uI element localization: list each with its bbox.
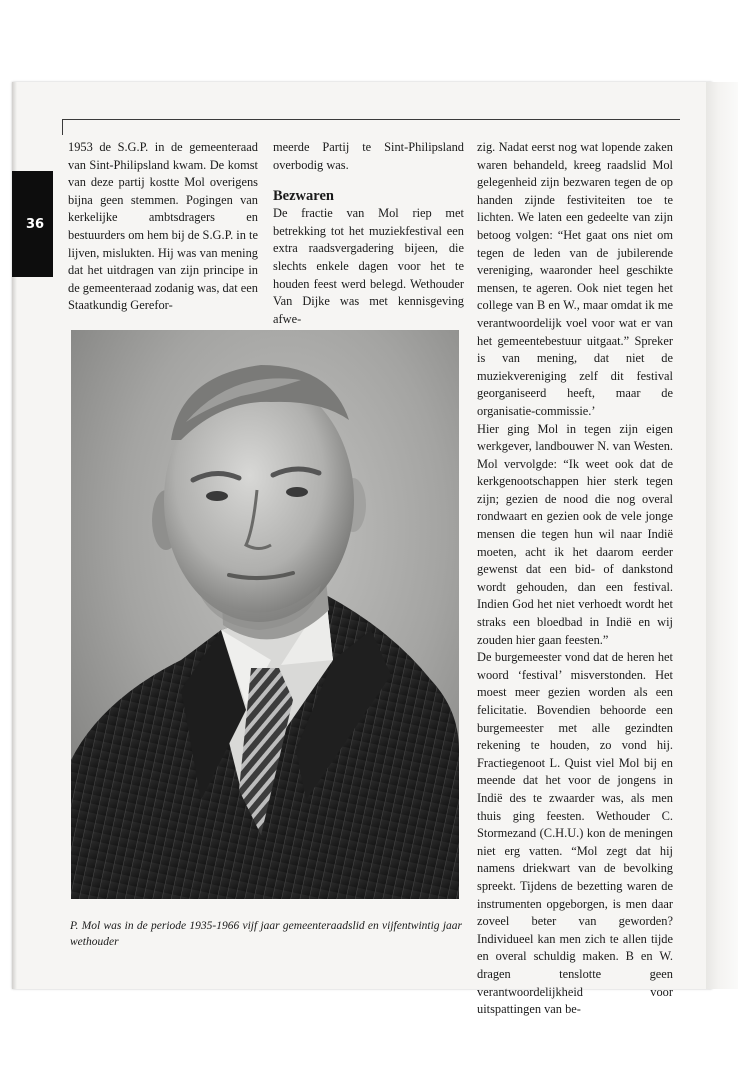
portrait-illustration xyxy=(71,330,459,899)
column-1-text: 1953 de S.G.P. in de gemeenteraad van Sint-Philipsland kwam. De komst van deze partij kostte Mol overigens bijna geen stemmen. Pogingen van kerkelijke ambtsdragers en bestuurders om hem bij de S.G.P. in te lijven, mislukten. Hij was van mening dat het uitdragen van zijn principe in de gemeenteraad zodanig was, dat een Staatkundig Gerefor- xyxy=(68,140,258,313)
photo-caption: P. Mol was in de periode 1935-1966 vijf jaar gemeenteraadslid en vijfentwintig jaar wethouder xyxy=(70,919,462,948)
text-column-2 xyxy=(273,139,464,328)
text-column-1 xyxy=(68,139,258,315)
column-2-body: De fractie van Mol riep met betrekking tot het muziekfestival een extra raadsvergadering bijeen, die slechts enkele dagen voor het te houden feest werd belegd. Wethouder Van Dijke was met kennisgeving afwe- xyxy=(273,206,464,326)
column-3-paragraph-3: De burgemeester vond dat de heren het woord ‘festival’ misverstonden. Het moest meer gezien worden als een felicitatie. Bovendien behoorde een burgemeester met alle gezindten rekening te houden, zo vond hij. Fractiegenoot L. Quist viel Mol bij en meende dat het voor de jongens in Indië des te zwaarder was, als men thuis ging feesten. Wethouder C. Stormezand (C.H.U.) kon de meningen niet erg vatten. “Mol zegt dat hij namens driekwart van de bevolking spreekt. Tijdens de bezetting waren de instrumenten opgeborgen, is men daar zoveel beter van geworden? Individueel kan men zich te allen tijde en overal schuldig maken. B en W. dragen tenslotte geen verantwoordelijkheid voor uitspattingen van be- xyxy=(477,650,673,1017)
next-page-edge xyxy=(706,82,738,989)
column-3-paragraph-2: Hier ging Mol in tegen zijn eigen werkgever, landbouwer N. van Westen. Mol vervolgde: “Ik weet ook dat de kerkgenootschappen hier sterk tegen zijn; gezien de nood die nog overal rondwaart en gezien ook de vele jonge mensen die tegen hun wil naar Indië moeten, acht ik het daarom eerder gewenst dat een bid- of dankstond wordt gehouden, dan een festival. Indien God het niet verhoedt wordt het straks een bloedbad in Indië en wij zouden hier gaan feesten.” xyxy=(477,421,673,647)
portrait-photo xyxy=(71,330,459,899)
section-heading: Bezwaren xyxy=(273,188,334,205)
header-rule xyxy=(62,119,680,120)
column-3-paragraph-1: zig. Nadat eerst nog wat lopende zaken waren behandeld, kreeg raadslid Mol gelegenheid zijn bezwaren tegen de op handen zijnde festiviteiten toe te lichten. We laten een gedeelte van zijn betoog volgen: “Het gaat ons niet om tegen de leden van de jubilerende vereniging, waaronder heel geschikte mensen, te ageren. Ook niet tegen het college van B en W., maar omdat ik me verantwoordelijk voel voor wat er van het gemeentebestuur uitgaat.” Spreker is van mening, dat niet de muziekvereniging zelf dit festival georganiseerd heeft, maar de organisatie-commissie.’ xyxy=(477,140,673,418)
page-number: 36 xyxy=(26,217,45,232)
column-2-intro: meerde Partij te Sint-Philipsland overbodig was. xyxy=(273,140,464,172)
page-number-tab xyxy=(12,171,53,277)
header-rule-tick xyxy=(62,119,63,135)
text-column-3 xyxy=(477,139,673,1019)
